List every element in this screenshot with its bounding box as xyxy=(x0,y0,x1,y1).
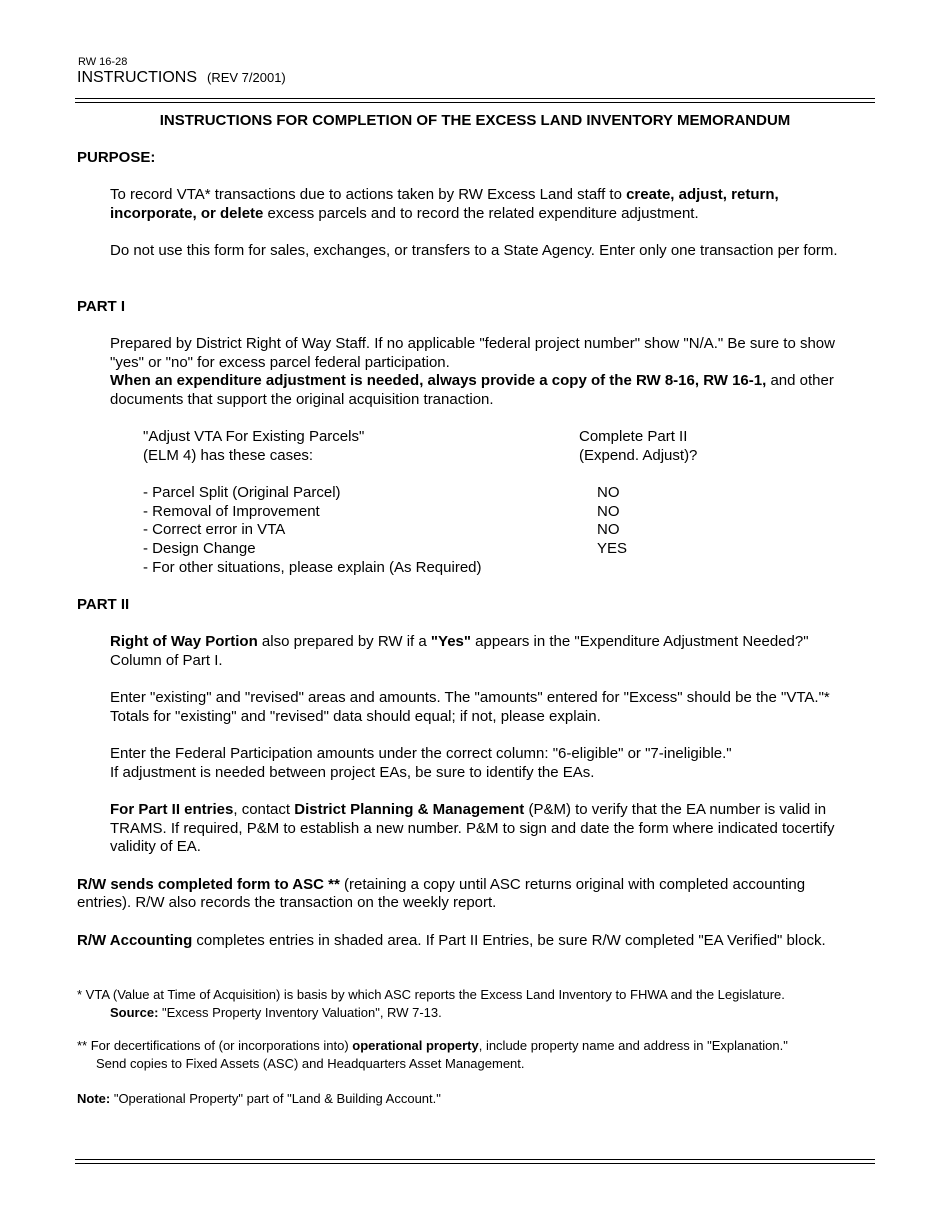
case-label: - For other situations, please explain (As Required) xyxy=(143,559,482,576)
form-type xyxy=(77,69,286,87)
part1-paragraph-1-line-2: "yes" or "no" for excess parcel federal participation. xyxy=(110,354,450,371)
part2-paragraph-3-line-1: Enter the Federal Participation amounts under the correct column: "6-eligible" or "7-ineligible." xyxy=(110,745,732,762)
bold-text: Source: xyxy=(110,1005,159,1020)
part2-paragraph-2-line-1: Enter "existing" and "revised" areas and amounts. The "amounts" entered for "Excess" should be the "VTA."* xyxy=(110,689,830,706)
text: "Excess Property Inventory Valuation", RW 7-13. xyxy=(158,1005,442,1020)
bold-text: When an expenditure adjustment is needed, always provide a copy of the RW 8-16, RW 16-1, xyxy=(110,372,767,389)
part2-paragraph-1-line-1 xyxy=(110,633,809,652)
bottom-divider-1 xyxy=(75,1159,875,1160)
text: ** For decertifications of (or incorporations into) xyxy=(77,1038,353,1053)
page-title: INSTRUCTIONS FOR COMPLETION OF THE EXCESS LAND INVENTORY MEMORANDUM xyxy=(159,112,791,129)
top-divider-1 xyxy=(75,98,875,99)
rw-sends-line-2: entries). R/W also records the transaction on the weekly report. xyxy=(77,894,497,911)
case-value: NO xyxy=(597,521,620,538)
bold-text: R/W Accounting xyxy=(77,932,193,949)
footnote-1-source xyxy=(110,1004,442,1022)
part2-paragraph-4-line-3: validity of EA. xyxy=(110,838,201,855)
case-value: YES xyxy=(597,540,628,557)
part2-paragraph-4-line-1 xyxy=(110,801,826,820)
footnote-2-line-1 xyxy=(77,1037,788,1055)
bold-text: operational property xyxy=(352,1038,479,1053)
case-label: - Correct error in VTA xyxy=(143,521,286,538)
rw-accounting-line xyxy=(77,932,826,951)
purpose-paragraph-1-line-1 xyxy=(110,186,779,205)
case-value: NO xyxy=(597,503,620,520)
purpose-paragraph-1-line-2 xyxy=(110,205,699,224)
case-value: NO xyxy=(597,484,620,501)
form-type-label: INSTRUCTIONS xyxy=(77,69,197,86)
note-line xyxy=(77,1090,441,1108)
part2-heading: PART II xyxy=(77,596,130,613)
part2-paragraph-4-line-2: TRAMS. If required, P&M to establish a new number. P&M to sign and date the form where indicated tocertify xyxy=(110,820,835,837)
cases-header-left-1: "Adjust VTA For Existing Parcels" xyxy=(143,428,365,445)
part1-paragraph-2-line-1 xyxy=(110,372,834,391)
footnote-1-line-1: * VTA (Value at Time of Acquisition) is basis by which ASC reports the Excess Land Inventory to FHWA and the Legislature. xyxy=(77,987,785,1002)
purpose-paragraph-2: Do not use this form for sales, exchanges, or transfers to a State Agency. Enter only one transaction per form. xyxy=(110,242,838,259)
case-label: - Parcel Split (Original Parcel) xyxy=(143,484,341,501)
bold-text: create, adjust, return, xyxy=(626,186,779,203)
bottom-divider-2 xyxy=(75,1163,875,1164)
footnote-2-line-2: Send copies to Fixed Assets (ASC) and Headquarters Asset Management. xyxy=(96,1056,525,1071)
bold-text: Right of Way Portion xyxy=(110,633,258,650)
cases-header-right-1: Complete Part II xyxy=(579,428,688,445)
text: completes entries in shaded area. If Part II Entries, be sure R/W completed "EA Verified" block. xyxy=(192,932,826,949)
text: , contact xyxy=(233,801,295,818)
form-number: RW 16-28 xyxy=(78,56,128,68)
bold-text: "Yes" xyxy=(430,633,471,650)
text: To record VTA* transactions due to actions taken by RW Excess Land staff to xyxy=(110,186,627,203)
part2-paragraph-3-line-2: If adjustment is needed between project EAs, be sure to identify the EAs. xyxy=(110,764,595,781)
bold-text: Note: xyxy=(77,1091,111,1106)
text: (P&M) to verify that the EA number is valid in xyxy=(524,801,827,818)
text: , include property name and address in "Explanation." xyxy=(478,1038,788,1053)
text: also prepared by RW if a xyxy=(257,633,431,650)
text: (retaining a copy until ASC returns original with completed accounting xyxy=(339,876,806,893)
bold-text: District Planning & Management xyxy=(294,801,525,818)
bold-text: For Part II entries xyxy=(110,801,234,818)
part1-paragraph-2-line-2: documents that support the original acquisition tranaction. xyxy=(110,391,494,408)
case-label: - Design Change xyxy=(143,540,256,557)
cases-header-right-2: (Expend. Adjust)? xyxy=(579,447,698,464)
part2-paragraph-2-line-2: Totals for "existing" and "revised" data should equal; if not, please explain. xyxy=(110,708,601,725)
revision-label: (REV 7/2001) xyxy=(207,70,286,85)
part1-paragraph-1-line-1: Prepared by District Right of Way Staff. If no applicable "federal project number" show "N/A." Be sure to show xyxy=(110,335,835,352)
case-label: - Removal of Improvement xyxy=(143,503,320,520)
text: appears in the "Expenditure Adjustment Needed?" xyxy=(471,633,809,650)
top-divider-2 xyxy=(75,102,875,103)
rw-sends-line-1 xyxy=(77,876,805,895)
cases-header-left-2: (ELM 4) has these cases: xyxy=(143,447,314,464)
text: "Operational Property" part of "Land & Building Account." xyxy=(110,1091,441,1106)
part2-paragraph-1-line-2: Column of Part I. xyxy=(110,652,223,669)
bold-text: incorporate, or delete xyxy=(110,205,264,222)
text: and other xyxy=(766,372,834,389)
text: excess parcels and to record the related expenditure adjustment. xyxy=(263,205,699,222)
part1-heading: PART I xyxy=(77,298,126,315)
bold-text: R/W sends completed form to ASC ** xyxy=(77,876,340,893)
purpose-heading: PURPOSE: xyxy=(77,149,156,166)
